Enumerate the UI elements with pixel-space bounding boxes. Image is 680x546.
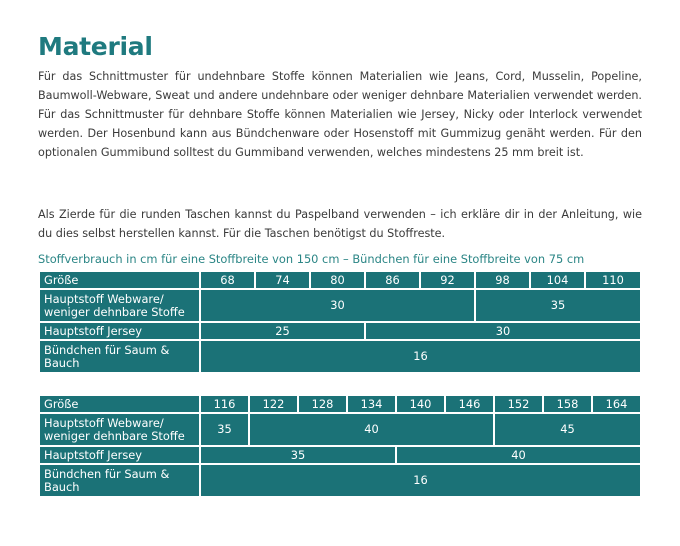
jersey-value: 30	[365, 322, 641, 340]
table-row	[39, 271, 641, 289]
table-caption: Stoffverbrauch in cm für eine Stoffbreite von 150 cm – Bündchen für eine Stoffbreite von 75 cm	[38, 252, 585, 266]
table-row	[39, 289, 641, 322]
table-row	[39, 446, 641, 464]
table-row	[39, 413, 641, 446]
jersey-label: Hauptstoff Jersey	[39, 446, 200, 464]
size-cell: 122	[249, 395, 298, 413]
jersey-label: Hauptstoff Jersey	[39, 322, 200, 340]
woven-value: 35	[475, 289, 641, 322]
table-row	[39, 395, 641, 413]
woven-label: Hauptstoff Webware/ weniger dehnbare Stoffe	[39, 289, 200, 322]
table-row	[39, 464, 641, 497]
size-cell: 146	[445, 395, 494, 413]
size-cell: 140	[396, 395, 445, 413]
woven-value: 40	[249, 413, 494, 446]
cuffs-value: 16	[200, 340, 641, 373]
woven-label: Hauptstoff Webware/ weniger dehnbare Stoffe	[39, 413, 200, 446]
size-cell: 116	[200, 395, 249, 413]
page-title: Material	[38, 32, 153, 61]
cuffs-label: Bündchen für Saum & Bauch	[39, 340, 200, 373]
size-cell: 134	[347, 395, 396, 413]
jersey-value: 40	[396, 446, 641, 464]
fabric-table-large-sizes	[38, 394, 642, 498]
woven-value: 30	[200, 289, 475, 322]
size-cell: 98	[475, 271, 530, 289]
size-cell: 86	[365, 271, 420, 289]
table-row	[39, 322, 641, 340]
table-row	[39, 340, 641, 373]
jersey-value: 25	[200, 322, 365, 340]
size-label: Größe	[39, 271, 200, 289]
size-cell: 110	[585, 271, 641, 289]
fabric-table-small-sizes	[38, 270, 642, 374]
woven-value: 45	[494, 413, 641, 446]
cuffs-value: 16	[200, 464, 641, 497]
jersey-value: 35	[200, 446, 396, 464]
size-cell: 92	[420, 271, 475, 289]
intro-paragraph: Für das Schnittmuster für undehnbare Stoffe können Materialien wie Jeans, Cord, Musselin, Popeline, Baumwoll-Webware, Sweat und andere undehnbare oder weniger dehnbare Materialien verwendet werden. Für das Schnittmuster für dehnbare Stoffe können Materialien wie Jersey, Nicky oder Interlock verwendet werden. Der Hosenbund kann aus Bündchenware oder Hosenstoff mit Gummizug genäht werden. Für den optionalen Gummibund solltest du Gummiband verwenden, welches mindestens 25 mm breit ist.	[38, 70, 642, 159]
size-cell: 68	[200, 271, 255, 289]
size-cell: 104	[530, 271, 585, 289]
size-cell: 164	[592, 395, 641, 413]
size-cell: 152	[494, 395, 543, 413]
size-cell: 158	[543, 395, 592, 413]
size-label: Größe	[39, 395, 200, 413]
size-cell: 128	[298, 395, 347, 413]
size-cell: 74	[255, 271, 310, 289]
woven-value: 35	[200, 413, 249, 446]
trim-paragraph: Als Zierde für die runden Taschen kannst du Paspelband verwenden – ich erkläre dir in der Anleitung, wie du dies selbst herstellen kannst. Für die Taschen benötigst du Stoffreste.	[38, 208, 642, 240]
size-cell: 80	[310, 271, 365, 289]
cuffs-label: Bündchen für Saum & Bauch	[39, 464, 200, 497]
